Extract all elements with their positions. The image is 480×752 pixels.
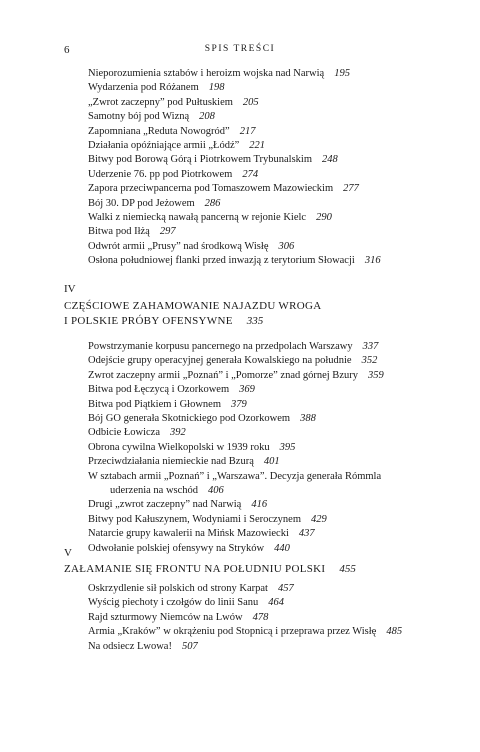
toc-entry-page-number: 392: [170, 427, 186, 439]
toc-entry-title: Odwrót armii „Prusy” nad środkową Wisłę: [88, 240, 269, 252]
toc-entry: [88, 542, 450, 556]
toc-entry: [88, 225, 450, 239]
toc-entry-page-number: 359: [367, 369, 384, 381]
toc-entry: [88, 168, 450, 182]
toc-entry-page-number: 388: [300, 413, 316, 425]
toc-entry: [88, 640, 450, 654]
section-page-number: 335: [246, 315, 264, 327]
toc-entry-page-number: 316: [364, 255, 381, 267]
toc-entry-title: Osłona południowej flanki przed inwazją z terytorium Słowacji: [88, 255, 355, 267]
toc-entry-title: Odbicie Łowicza: [88, 427, 161, 439]
toc-entry-title: Nieporozumienia sztabów i heroizm wojska nad Narwią: [88, 68, 325, 79]
toc-entry-page-number: 286: [204, 197, 221, 209]
toc-entry-title: „Zwrot zaczepny” pod Pułtuskiem: [88, 96, 233, 108]
toc-entry: [88, 412, 450, 426]
toc-entry-page-number: 217: [239, 125, 256, 137]
toc-entry: [88, 426, 450, 440]
toc-entry: [88, 125, 450, 139]
toc-entry-page-number: 337: [362, 341, 379, 352]
toc-list-section-iv: [88, 340, 450, 556]
toc-entry-title: Bój GO generała Skotnickiego pod Ozorkowem: [88, 413, 291, 425]
toc-entry-page-number: 274: [242, 168, 259, 180]
toc-entry-page-number: 369: [239, 384, 255, 396]
toc-entry-title: Bój 30. DP pod Jeżowem: [88, 197, 195, 209]
section-title-iv: [64, 299, 321, 329]
toc-entry-title: Powstrzymanie korpusu pancernego na przedpolach Warszawy: [88, 341, 353, 352]
toc-entry-page-number: 208: [199, 111, 215, 123]
toc-entry: [88, 254, 450, 268]
toc-entry-title: Natarcie grupy kawalerii na Mińsk Mazowiecki: [88, 528, 289, 540]
toc-entry-title: Na odsiecz Lwowa!: [88, 640, 172, 652]
toc-entry: [88, 625, 450, 639]
toc-entry-title: Walki z niemiecką nawałą pancerną w rejonie Kielc: [88, 212, 307, 224]
toc-entry: [88, 240, 450, 254]
toc-entry: [88, 340, 450, 354]
toc-entry-page-number: 464: [268, 597, 285, 609]
toc-entry-page-number: 205: [242, 96, 259, 108]
toc-entry: [88, 153, 450, 167]
section-title-line: ZAŁAMANIE SIĘ FRONTU NA POŁUDNIU POLSKI 455: [64, 563, 356, 575]
toc-entry: [88, 211, 450, 225]
toc-entry-page-number: 395: [279, 441, 296, 453]
toc-entry: [88, 498, 450, 512]
toc-entry-title: Oskrzydlenie sił polskich od strony Karpat: [88, 583, 268, 594]
toc-entry-page-number: 198: [208, 82, 225, 94]
toc-entry: [88, 455, 450, 469]
toc-entry-page-number: 437: [298, 528, 315, 540]
toc-entry-page-number: 485: [386, 626, 403, 638]
toc-entry: [88, 582, 450, 596]
toc-entry-title: Obrona cywilna Wielkopolski w 1939 roku: [88, 441, 270, 453]
toc-entry: [88, 369, 450, 383]
section-title-v: [64, 562, 356, 577]
toc-entry: [88, 470, 450, 484]
toc-entry-page-number: 352: [361, 355, 378, 367]
toc-entry: [88, 611, 450, 625]
toc-entry: [88, 596, 450, 610]
toc-entry: [88, 96, 450, 110]
toc-entry-title: Bitwa pod Piątkiem i Głownem: [88, 398, 221, 410]
toc-entry-title: Bitwy pod Kałuszynem, Wodyniami i Seroczynem: [88, 513, 302, 525]
section-title-line: CZĘŚCIOWE ZAHAMOWANIE NAJAZDU WROGA: [64, 300, 322, 312]
toc-entry-page-number: 401: [263, 456, 280, 468]
toc-entry-page-number: 478: [252, 611, 269, 623]
toc-entry: [88, 398, 450, 412]
toc-entry: [88, 484, 450, 498]
running-title: SPIS TREŚCI: [204, 44, 276, 54]
toc-entry-title: Zwrot zaczepny armii „Poznań” i „Pomorze” znad górnej Bzury: [88, 369, 358, 381]
toc-entry: [88, 383, 450, 397]
toc-entry: [88, 67, 450, 81]
toc-entry-page-number: 277: [343, 183, 359, 195]
toc-entry-page-number: 248: [322, 154, 338, 166]
toc-entry-title: Armia „Kraków” w okrążeniu pod Stopnicą i przeprawa przez Wisłę: [88, 626, 377, 638]
toc-entry-title: Bitwy pod Borową Górą i Piotrkowem Trybunalskim: [88, 154, 313, 166]
toc-entry-title: Odejście grupy operacyjnej generała Kowalskiego na południe: [88, 355, 352, 367]
toc-entry-title: Wyścig piechoty i czołgów do linii Sanu: [88, 597, 259, 609]
toc-entry-title: Bitwa pod Łęczycą i Ozorkowem: [88, 384, 230, 396]
toc-list-section-v: [88, 582, 450, 654]
toc-entry: [88, 354, 450, 368]
toc-list-chapter-3: [88, 67, 450, 269]
section-page-number: 455: [339, 563, 356, 575]
toc-entry-page-number: 457: [277, 583, 294, 594]
toc-entry-title: Drugi „zwrot zaczepny” nad Narwią: [88, 499, 242, 511]
toc-entry: [88, 513, 450, 527]
toc-entry-title: Zapomniana „Reduta Nowogród”: [88, 125, 230, 137]
toc-entry-title: Samotny bój pod Wizną: [88, 111, 190, 123]
toc-entry-title: Zapora przeciwpancerna pod Tomaszowem Mazowieckim: [88, 183, 334, 195]
toc-entry: [88, 81, 450, 95]
toc-entry-page-number: 406: [208, 485, 224, 497]
section-number-v: V: [64, 547, 72, 559]
toc-entry-page-number: 440: [274, 542, 290, 554]
toc-entry: [88, 139, 450, 153]
toc-entry-page-number: 221: [249, 140, 266, 152]
toc-entry-title: Bitwa pod Iłżą: [88, 226, 150, 238]
toc-entry-title: Rajd szturmowy Niemców na Lwów: [88, 611, 243, 623]
toc-entry-title: uderzenia na wschód: [110, 485, 199, 497]
toc-entry-page-number: 195: [334, 68, 350, 79]
toc-entry-page-number: 507: [181, 640, 198, 652]
toc-entry: [88, 441, 450, 455]
toc-entry-title: Działania opóźniające armii „Łódź”: [88, 140, 240, 152]
toc-entry-page-number: 297: [159, 226, 176, 238]
toc-entry: [88, 110, 450, 124]
toc-entry-title: Uderzenie 76. pp pod Piotrkowem: [88, 168, 233, 180]
toc-entry: [88, 182, 450, 196]
toc-entry: [88, 527, 450, 541]
toc-entry-page-number: 379: [231, 398, 247, 410]
toc-entry-page-number: 290: [316, 212, 332, 224]
toc-entry-page-number: 416: [251, 499, 268, 511]
section-number-iv: IV: [64, 283, 76, 295]
toc-entry-page-number: 306: [278, 240, 295, 252]
toc-entry-title: Odwołanie polskiej ofensywy na Stryków: [88, 542, 265, 554]
toc-entry-title: W sztabach armii „Poznań” i „Warszawa”. Decyzja generała Rómmla: [88, 470, 382, 482]
toc-entry: [88, 197, 450, 211]
toc-entry-title: Wydarzenia pod Różanem: [88, 82, 199, 94]
section-title-line: I POLSKIE PRÓBY OFENSYWNE 335: [64, 315, 264, 327]
toc-entry-page-number: 429: [311, 513, 327, 525]
toc-entry-title: Przeciwdziałania niemieckie nad Bzurą: [88, 456, 254, 468]
page-number: 6: [64, 44, 70, 56]
